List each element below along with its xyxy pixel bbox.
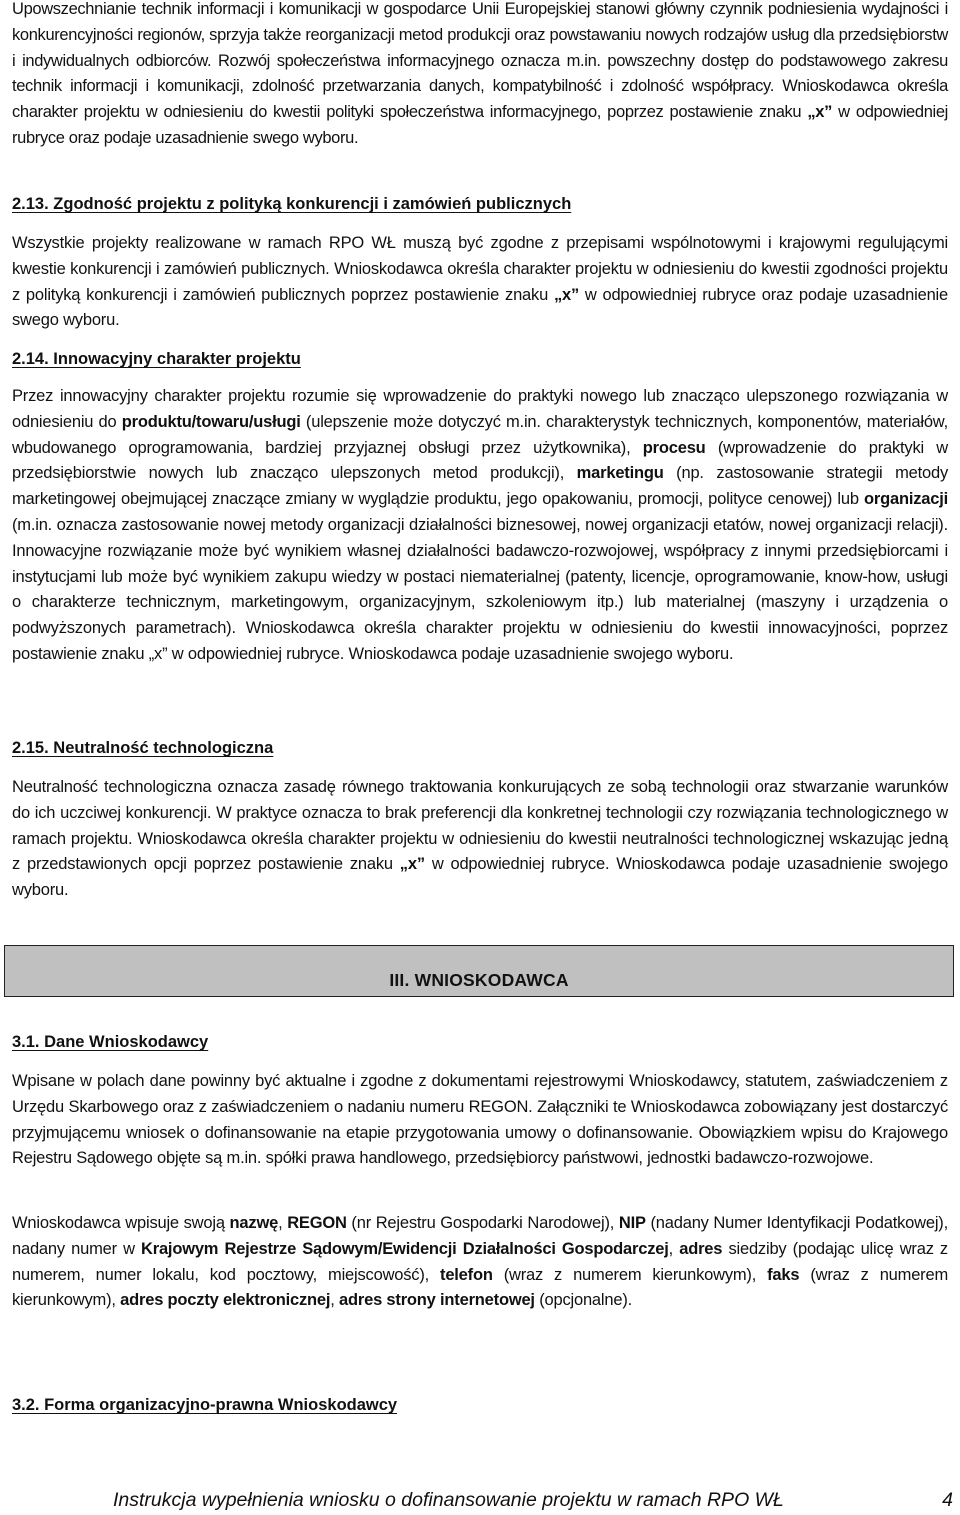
text-2-15: Neutralność technologiczna oznacza zasadę równego traktowania konkurujących ze sobą technologii oraz stwarzanie warunków do ich uczciwej konkurencji. W praktyce oznacza to brak preferencji dla konkretnej technologii czy rozwiązania technologicznego w ramach projektu. Wnioskodawca określa charakter projektu w odniesieniu do kwestii neutralności technologicznej wskazując jedną z przedstawionych opcji poprzez postawienie znaku <box>12 778 948 874</box>
bold-telefon: telefon <box>440 1265 493 1284</box>
mark-2-15: „x” <box>399 855 425 874</box>
text-3-1-d: (nadany Numer Identyfikacji Podatkowej), nadany numer w <box>12 1214 948 1258</box>
heading-3-1: 3.1. Dane Wnioskodawcy <box>12 1033 209 1051</box>
text-2-15-end: w odpowiedniej rubryce. Wnioskodawca podaje uzasadnienie swojego wyboru. <box>12 855 948 900</box>
bold-krs: Krajowym Rejestrze Sądowym/Ewidencji Działalności Gospodarczej <box>141 1239 669 1258</box>
text-3-1-c: (nr Rejestru Gospodarki Narodowej), <box>346 1214 619 1232</box>
text-2-14-d: (np. zastosowanie strategii metody marketingowej obejmującej znaczące zmiany w wyglądzie produktu, jego opakowaniu, promocji, polityce cenowej) lub <box>12 464 948 509</box>
page-number: 4 <box>942 1489 953 1511</box>
paragraph-2-13 <box>12 231 948 334</box>
paragraph-3-1-a: Wpisane w polach dane powinny być aktualne i zgodne z dokumentami rejestrowymi Wnioskodawcy, statutem, zaświadczeniem z Urzędu Skarbowego oraz z zaświadczeniem o nadaniu numeru REGON. Załączniki te Wnioskodawca zobowiązany jest dostarczyć przyjmującemu wniosek o dofinansowanie na etapie przygotowania umowy o dofinansowanie. Obowiązkiem wpisu do Krajowego Rejestru Sądowego objęte są m.in. spółki prawa handlowego, przedsiębiorcy państwowi, jednostki badawczo-rozwojowe. <box>12 1072 948 1168</box>
bold-proces: procesu <box>642 438 706 457</box>
text-2-14-b: (ulepszenie może dotyczyć m.in. charakterystyk technicznych, komponentów, materiałów, wbudowanego oprogramowania, bardziej przyjaznej obsługi przez użytkownika), <box>12 412 948 457</box>
intro-text: Upowszechnianie technik informacji i komunikacji w gospodarce Unii Europejskiej stanowi główny czynnik podniesienia wydajności i konkurencyjności regionów, sprzyja także reorganizacji metod produkcji oraz powstawaniu nowych rodzajów usług dla przedsiębiorstw i indywidualnych odbiorców. Rozwój społeczeństwa informacyjnego oznacza m.in. powszechny dostęp do podstawowego zakresu technik informacji i komunikacji, zdolność przetwarzania danych, kompatybilność i zdolność współpracy. Wnioskodawca określa charakter projektu w odniesieniu do kwestii polityki społeczeństwa informacyjnego, poprzez postawienie znaku <box>12 0 948 122</box>
heading-2-13: 2.13. Zgodność projektu z polityką konkurencji i zamówień publicznych <box>12 195 572 213</box>
paragraph-2-15 <box>12 775 948 904</box>
bold-adres: adres <box>679 1239 723 1258</box>
bold-regon: REGON <box>287 1214 347 1232</box>
bold-produkt: produktu/towaru/usługi <box>121 412 301 431</box>
text-3-1-e: , <box>668 1239 680 1258</box>
page-footer <box>113 1488 953 1512</box>
text-2-14-c: (wprowadzenie do praktyki w przedsiębiorstwie nowych lub znacząco ulepszonych metod produkcji), <box>12 438 948 483</box>
text-2-14-e: (m.in. oznacza zastosowanie nowej metody organizacji działalności biznesowej, nowej organizacji etatów, nowej organizacji relacji). Innowacyjne rozwiązanie może być wynikiem własnej działalności badawczo-rozwojowej, współpracy z innymi przedsiębiorcami i instytucjami lub może być wynikiem zakupu wiedzy w postaci niematerialnej (patenty, licencje, oprogramowanie, know-how, usługi o charakterze technicznym, marketingowym, organizacyjnym, szkoleniowym itp.) lub materialnej (maszyny i urządzenia o podwyższonych parametrach). Wnioskodawca określa charakter projektu w odniesieniu do kwestii innowacyjności, poprzez postawienie znaku „x” w odpowiedniej rubryce. Wnioskodawca podaje uzasadnienie swojego wyboru. <box>12 515 948 663</box>
bold-faks: faks <box>767 1265 800 1284</box>
text-3-1-a: Wnioskodawca wpisuje swoją <box>12 1214 230 1232</box>
heading-3-2: 3.2. Forma organizacyjno-prawna Wnioskodawcy <box>12 1396 398 1414</box>
bold-nazwa: nazwę <box>229 1214 279 1232</box>
intro-paragraph <box>12 0 948 152</box>
bold-nip: NIP <box>618 1214 646 1232</box>
heading-2-15: 2.15. Neutralność technologiczna <box>12 739 274 757</box>
footer-title: Instrukcja wypełnienia wniosku o dofinansowanie projektu w ramach RPO WŁ <box>113 1489 784 1511</box>
intro-mark: „x” <box>807 103 833 122</box>
text-3-1-h: (wraz z numerem kierunkowym), <box>12 1265 948 1310</box>
text-2-13-end: w odpowiedniej rubryce oraz podaje uzasadnienie swego wyboru. <box>12 285 948 330</box>
text-2-14-a: Przez innowacyjny charakter projektu rozumie się wprowadzenie do praktyki nowego lub znacząco ulepszonego rozwiązania w odniesieniu do <box>12 387 948 431</box>
banner-title: III. WNIOSKODAWCA <box>389 970 569 991</box>
text-3-1-g: (wraz z numerem kierunkowym), <box>492 1265 768 1284</box>
text-2-13: Wszystkie projekty realizowane w ramach RPO WŁ muszą być zgodne z przepisami wspólnotowymi i krajowymi regulującymi kwestie konkurencji i zamówień publicznych. Wnioskodawca określa charakter projektu w odniesieniu do kwestii zgodności projektu z polityką konkurencji i zamówień publicznych poprzez postawienie znaku <box>12 234 948 304</box>
heading-2-14: 2.14. Innowacyjny charakter projektu <box>12 350 301 368</box>
mark-2-13: „x” <box>553 285 580 304</box>
bold-organizacja: organizacji <box>864 490 948 509</box>
text-3-1-i: , <box>330 1291 340 1310</box>
text-3-1-j: (opcjonalne). <box>534 1291 633 1310</box>
text-3-1-b: , <box>278 1214 288 1232</box>
intro-text-end: w odpowiedniej rubryce oraz podaje uzasadnienie swego wyboru. <box>12 103 948 147</box>
bold-email: adres poczty elektronicznej <box>120 1291 331 1310</box>
paragraph-2-14 <box>12 384 948 668</box>
bold-marketing: marketingu <box>576 464 664 483</box>
paragraph-3-1-b <box>12 1211 948 1314</box>
text-3-1-f: siedziby (podając ulicę wraz z numerem, numer lokalu, kod pocztowy, miejscowość), <box>12 1239 948 1284</box>
bold-www: adres strony internetowej <box>339 1291 535 1310</box>
section-banner <box>4 945 954 997</box>
